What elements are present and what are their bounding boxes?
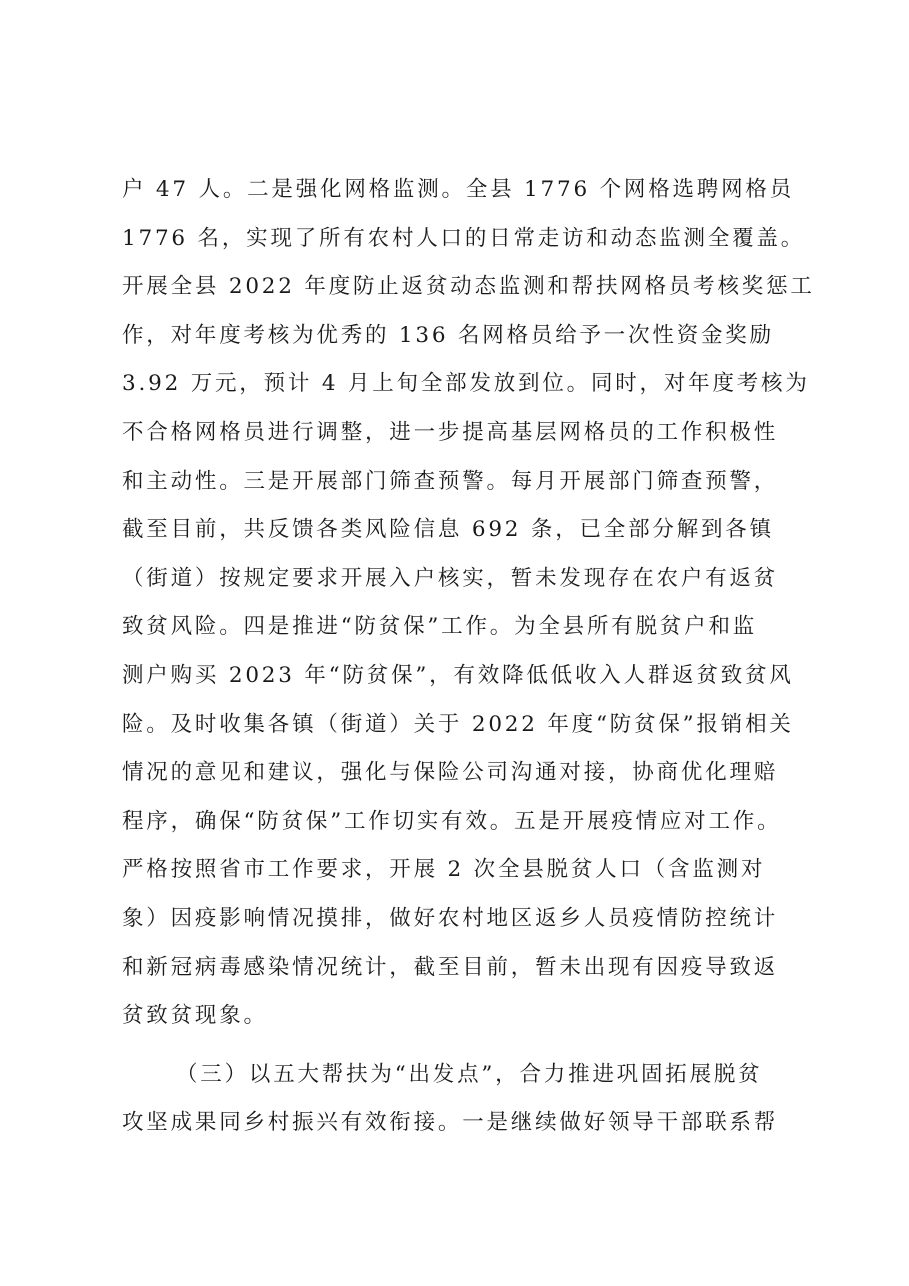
text-line: 1776 名，实现了所有农村人口的日常走访和动态监测全覆盖。	[122, 225, 806, 251]
text-line: 不合格网格员进行调整，进一步提高基层网格员的工作积极性	[122, 419, 779, 445]
text-line: 作，对年度考核为优秀的 136 名网格员给予一次性资金奖励	[122, 322, 774, 348]
text-line: 致贫风险。四是推进“防贫保”工作。为全县所有脱贫户和监	[122, 614, 758, 640]
text-line: 象）因疫影响情况摸排，做好农村地区返乡人员疫情防控统计	[122, 905, 779, 931]
text-line: 贫致贫现象。	[122, 1003, 268, 1029]
text-line: 程序，确保“防贫保”工作切实有效。五是开展疫情应对工作。	[122, 808, 782, 834]
paragraph-2	[122, 1051, 802, 1148]
text-line: 和主动性。三是开展部门筛查预警。每月开展部门筛查预警，	[122, 468, 779, 494]
text-line: 3.92 万元，预计 4 月上旬全部发放到位。同时，对年度考核为	[122, 371, 810, 397]
text-line: 攻坚成果同乡村振兴有效衔接。一是继续做好领导干部联系帮	[122, 1110, 779, 1136]
text-line: 户 47 人。二是强化网格监测。全县 1776 个网格选聘网格员	[122, 177, 795, 202]
text-line: 情况的意见和建议，强化与保险公司沟通对接，协商优化理赔	[122, 760, 779, 786]
text-line: 开展全县 2022 年度防止返贫动态监测和帮扶网格员考核奖惩工	[122, 274, 815, 300]
text-line: 严格按照省市工作要求，开展 2 次全县脱贫人口（含监测对	[122, 857, 766, 883]
paragraph-gap	[122, 1041, 802, 1051]
text-line: （街道）按规定要求开展入户核实，暂未发现存在农户有返贫	[122, 565, 779, 591]
text-line: 和新冠病毒感染情况统计，截至目前，暂未出现有因疫导致返	[122, 954, 779, 980]
paragraph-1	[122, 166, 815, 1041]
text-line: 险。及时收集各镇（街道）关于 2022 年度“防贫保”报销相关	[122, 711, 794, 737]
text-line: 测户购买 2023 年“防贫保”，有效降低低收入人群返贫致贫风	[122, 662, 794, 688]
document-body	[122, 166, 815, 1148]
text-line: （三）以五大帮扶为“出发点”，合力推进巩固拓展脱贫	[176, 1061, 763, 1087]
text-line: 截至目前，共反馈各类风险信息 692 条，已全部分解到各镇	[122, 517, 774, 543]
